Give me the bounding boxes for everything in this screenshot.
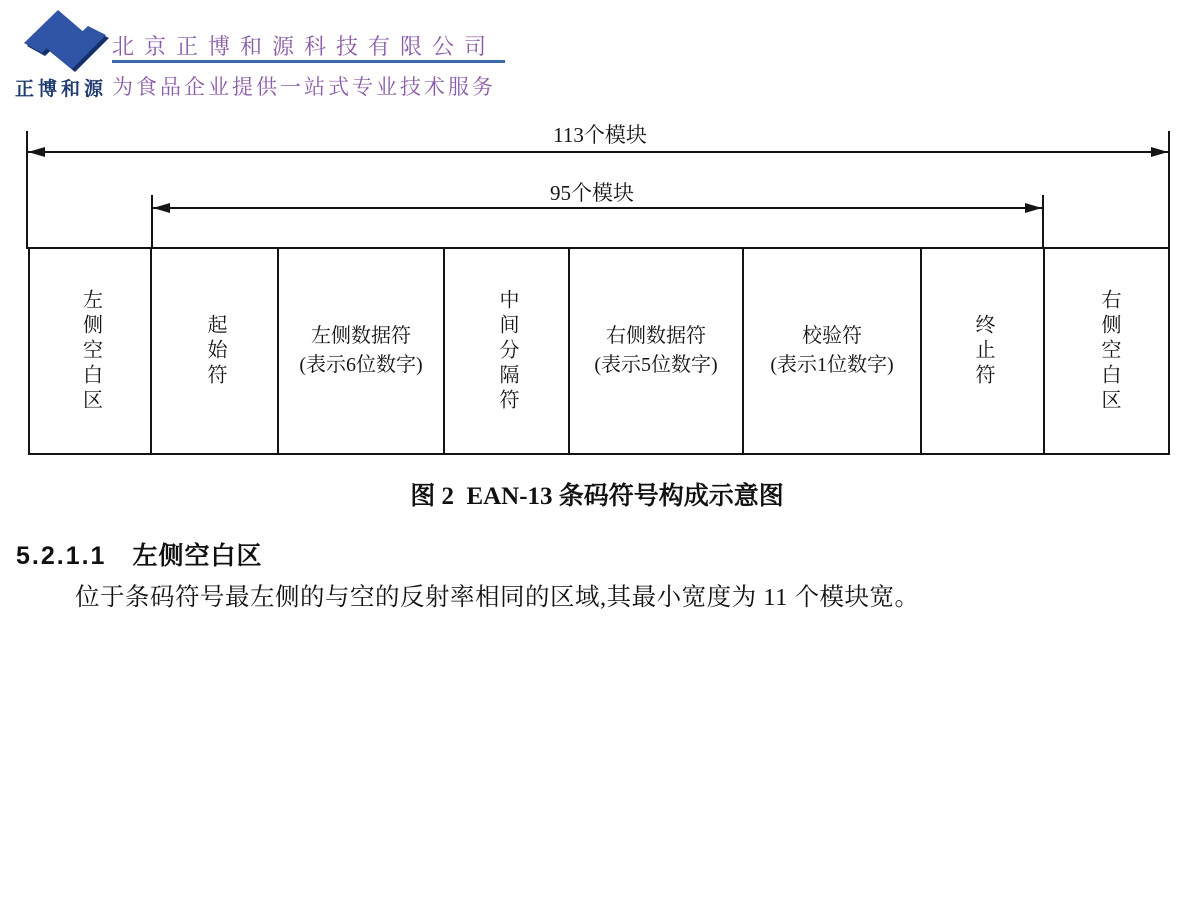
cell-label: 终止符 <box>972 313 994 389</box>
body-paragraph: 位于条码符号最左侧的与空的反射率相同的区域,其最小宽度为 11 个模块宽。 <box>75 584 920 611</box>
dim113-dimension-line <box>28 151 1168 153</box>
cell-label: 校验符 <box>802 325 862 347</box>
dim95-extension-line-right <box>1042 195 1044 255</box>
section-number: 5.2.1.1 <box>16 542 107 570</box>
cell-stop-character <box>922 249 1045 453</box>
dim113-arrowhead-left <box>28 147 45 157</box>
cell-center-guard <box>445 249 570 453</box>
cell-label: 中间分隔符 <box>496 288 518 414</box>
company-tagline: 为食品企业提供一站式专业技术服务 <box>112 76 496 99</box>
logo-wordmark: 正博和源 <box>15 79 108 100</box>
cell-left-quiet-zone <box>30 249 152 453</box>
cell-label: 起始符 <box>204 313 226 389</box>
cell-label: 右侧数据符 <box>606 325 706 347</box>
cell-label: 左侧数据符 <box>311 325 411 347</box>
dim95-label: 95个模块 <box>550 181 634 205</box>
dim95-arrowhead-left <box>153 203 170 213</box>
cell-right-quiet-zone <box>1045 249 1172 453</box>
ean13-structure-table <box>28 247 1170 455</box>
section-title: 左侧空白区 <box>132 542 263 570</box>
company-logo-icon <box>16 5 116 75</box>
figure-caption: 图 2 EAN-13 条码符号构成示意图 <box>410 483 784 510</box>
dim95-dimension-line <box>153 207 1042 209</box>
cell-sublabel: (表示5位数字) <box>594 354 718 376</box>
cell-label: 右侧空白区 <box>1098 288 1120 414</box>
company-name: 北京正博和源科技有限公司 <box>112 34 497 59</box>
dim95-arrowhead-right <box>1025 203 1042 213</box>
cell-check-character <box>744 249 922 453</box>
cell-left-data-characters <box>279 249 445 453</box>
dim113-arrowhead-right <box>1151 147 1168 157</box>
header-underline <box>112 60 505 63</box>
cell-right-data-characters <box>570 249 744 453</box>
section-heading <box>16 536 262 572</box>
cell-start-character <box>152 249 279 453</box>
cell-sublabel: (表示1位数字) <box>770 354 894 376</box>
cell-sublabel: (表示6位数字) <box>299 354 423 376</box>
dim113-label: 113个模块 <box>553 123 647 147</box>
dim113-extension-line-right <box>1168 131 1170 249</box>
cell-label: 左侧空白区 <box>79 288 102 414</box>
